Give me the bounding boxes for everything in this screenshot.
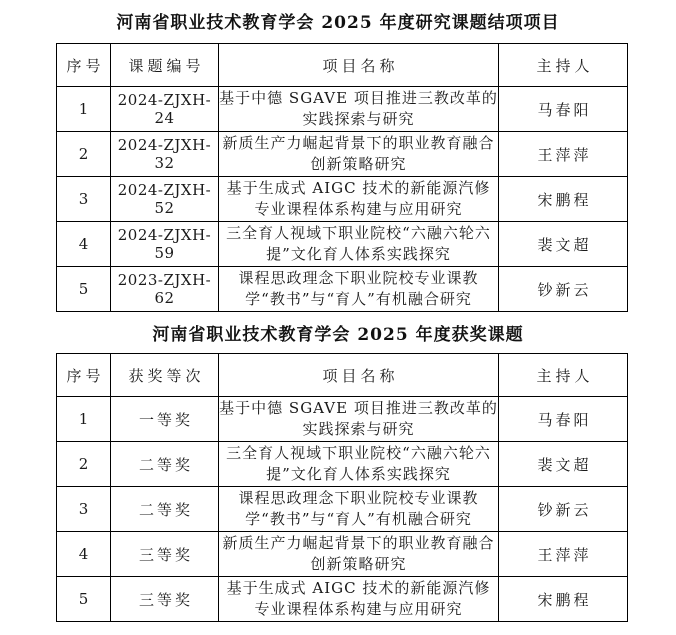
project-name-cell: 课程思政理念下职业院校专业课教学“教书”与“育人”有机融合研究 (219, 267, 499, 312)
project-name-cell: 基于生成式 AIGC 技术的新能源汽修专业课程体系构建与应用研究 (219, 577, 499, 622)
grade-cell: 一等奖 (111, 397, 219, 442)
seq-cell: 4 (57, 222, 111, 267)
col-header-grade: 获奖等次 (111, 354, 219, 397)
leader-cell: 钞新云 (499, 267, 628, 312)
project-name-cell: 课程思政理念下职业院校专业课教学“教书”与“育人”有机融合研究 (219, 487, 499, 532)
grade-cell: 二等奖 (111, 442, 219, 487)
leader-cell: 裴文超 (499, 442, 628, 487)
table-row (57, 87, 628, 132)
seq-cell: 4 (57, 532, 111, 577)
project-name-cell: 基于生成式 AIGC 技术的新能源汽修专业课程体系构建与应用研究 (219, 177, 499, 222)
project-name-cell: 新质生产力崛起背景下的职业教育融合创新策略研究 (219, 132, 499, 177)
leader-cell: 宋鹏程 (499, 577, 628, 622)
table-row (57, 222, 628, 267)
seq-cell: 3 (57, 487, 111, 532)
table-row (57, 442, 628, 487)
project-name-cell: 新质生产力崛起背景下的职业教育融合创新策略研究 (219, 532, 499, 577)
seq-cell: 2 (57, 132, 111, 177)
project-name-cell: 基于中德 SGAVE 项目推进三教改革的实践探索与研究 (219, 397, 499, 442)
seq-cell: 3 (57, 177, 111, 222)
research-projects-table (56, 43, 628, 312)
leader-cell: 马春阳 (499, 397, 628, 442)
table-header-row (57, 44, 628, 87)
col-header-code: 课题编号 (111, 44, 219, 87)
col-header-name: 项目名称 (219, 44, 499, 87)
seq-cell: 5 (57, 577, 111, 622)
table-row (57, 267, 628, 312)
table-row (57, 397, 628, 442)
award-topics-table (56, 353, 628, 622)
seq-cell: 2 (57, 442, 111, 487)
table-header-row (57, 354, 628, 397)
col-header-leader: 主持人 (499, 354, 628, 397)
leader-cell: 王萍萍 (499, 532, 628, 577)
seq-cell: 1 (57, 87, 111, 132)
col-header-leader: 主持人 (499, 44, 628, 87)
table-row (57, 487, 628, 532)
grade-cell: 三等奖 (111, 532, 219, 577)
code-cell: 2024-ZJXH-59 (111, 222, 219, 267)
table-row (57, 532, 628, 577)
seq-cell: 1 (57, 397, 111, 442)
grade-cell: 二等奖 (111, 487, 219, 532)
seq-cell: 5 (57, 267, 111, 312)
table-row (57, 132, 628, 177)
col-header-seq: 序号 (57, 354, 111, 397)
leader-cell: 马春阳 (499, 87, 628, 132)
award-table-title: 河南省职业技术教育学会 2025 年度获奖课题 (152, 325, 524, 345)
table-row (57, 577, 628, 622)
code-cell: 2024-ZJXH-52 (111, 177, 219, 222)
project-name-cell: 基于中德 SGAVE 项目推进三教改革的实践探索与研究 (219, 87, 499, 132)
leader-cell: 裴文超 (499, 222, 628, 267)
table-row (57, 177, 628, 222)
col-header-name: 项目名称 (219, 354, 499, 397)
project-name-cell: 三全育人视域下职业院校“六融六轮六提”文化育人体系实践探究 (219, 442, 499, 487)
research-table-title: 河南省职业技术教育学会 2025 年度研究课题结项项目 (116, 13, 560, 33)
leader-cell: 钞新云 (499, 487, 628, 532)
leader-cell: 王萍萍 (499, 132, 628, 177)
code-cell: 2024-ZJXH-32 (111, 132, 219, 177)
col-header-seq: 序号 (57, 44, 111, 87)
leader-cell: 宋鹏程 (499, 177, 628, 222)
code-cell: 2023-ZJXH-62 (111, 267, 219, 312)
project-name-cell: 三全育人视域下职业院校“六融六轮六提”文化育人体系实践探究 (219, 222, 499, 267)
code-cell: 2024-ZJXH-24 (111, 87, 219, 132)
grade-cell: 三等奖 (111, 577, 219, 622)
